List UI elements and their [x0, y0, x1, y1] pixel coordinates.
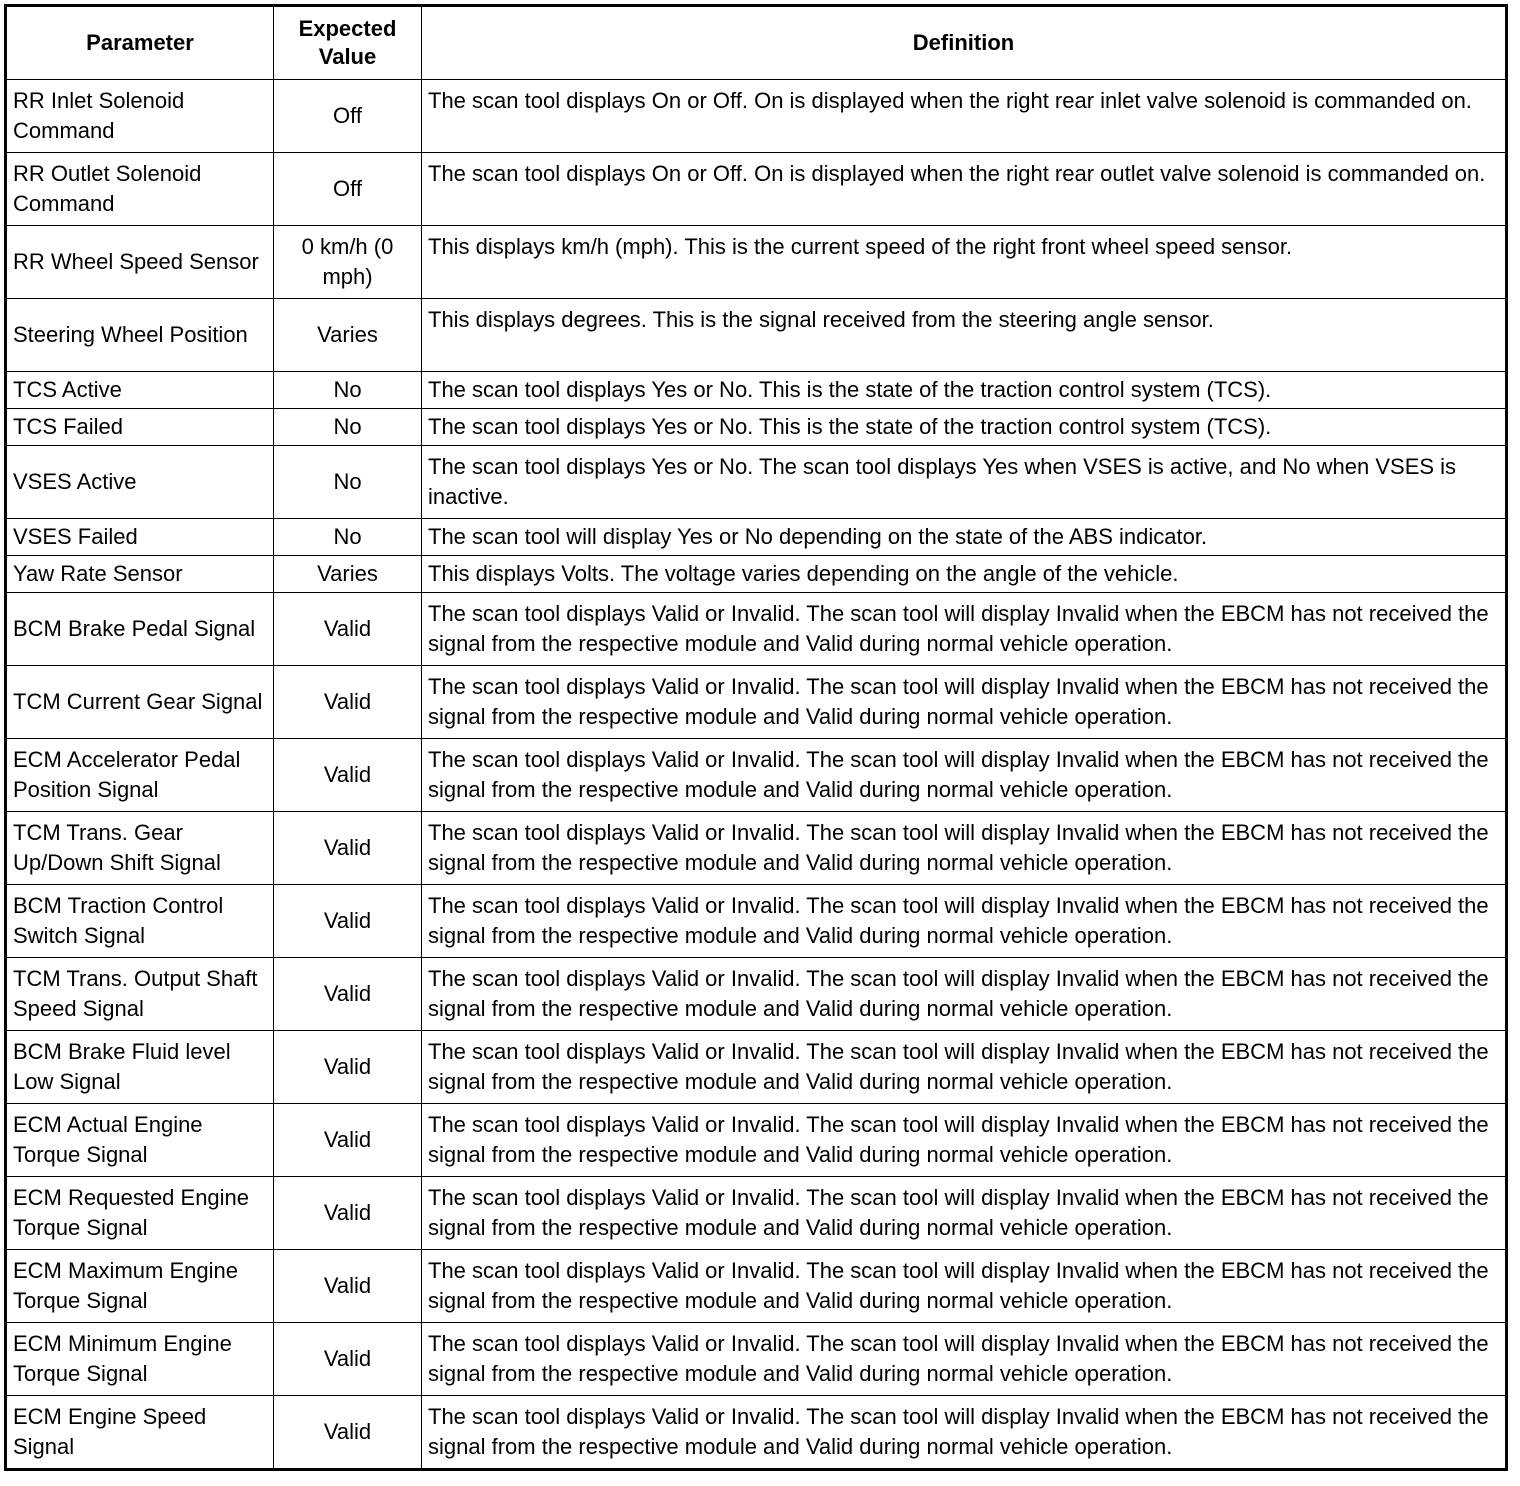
- definition-cell: The scan tool displays On or Off. On is displayed when the right rear inlet valve solenoid is commanded on.: [422, 80, 1507, 153]
- parameter-cell: ECM Actual Engine Torque Signal: [6, 1104, 274, 1177]
- parameter-cell: RR Wheel Speed Sensor: [6, 226, 274, 299]
- expected-value-cell: 0 km/h (0 mph): [274, 226, 422, 299]
- expected-value-cell: Valid: [274, 1177, 422, 1250]
- definition-cell: The scan tool displays Valid or Invalid. The scan tool will display Invalid when the EBCM has not received the signal from the respective module and Valid during normal vehicle operation.: [422, 1396, 1507, 1470]
- parameter-cell: VSES Failed: [6, 519, 274, 556]
- header-definition: Definition: [422, 6, 1507, 80]
- table-row: [6, 885, 1507, 958]
- parameter-cell: TCS Active: [6, 372, 274, 409]
- table-row: [6, 1396, 1507, 1470]
- table-row: [6, 1177, 1507, 1250]
- expected-value-cell: Off: [274, 153, 422, 226]
- header-row: [6, 6, 1507, 80]
- parameter-cell: TCM Current Gear Signal: [6, 666, 274, 739]
- table-row: [6, 1104, 1507, 1177]
- definition-cell: The scan tool displays Yes or No. This is the state of the traction control system (TCS).: [422, 372, 1507, 409]
- expected-value-cell: Off: [274, 80, 422, 153]
- expected-value-cell: Valid: [274, 666, 422, 739]
- definition-cell: This displays Volts. The voltage varies depending on the angle of the vehicle.: [422, 556, 1507, 593]
- definition-cell: This displays degrees. This is the signal received from the steering angle sensor.: [422, 299, 1507, 372]
- definition-cell: The scan tool will display Yes or No depending on the state of the ABS indicator.: [422, 519, 1507, 556]
- expected-value-cell: Valid: [274, 739, 422, 812]
- parameter-cell: Steering Wheel Position: [6, 299, 274, 372]
- definition-cell: The scan tool displays Valid or Invalid. The scan tool will display Invalid when the EBCM has not received the signal from the respective module and Valid during normal vehicle operation.: [422, 1177, 1507, 1250]
- parameter-cell: Yaw Rate Sensor: [6, 556, 274, 593]
- definition-cell: The scan tool displays Valid or Invalid. The scan tool will display Invalid when the EBCM has not received the signal from the respective module and Valid during normal vehicle operation.: [422, 885, 1507, 958]
- definition-cell: The scan tool displays Valid or Invalid. The scan tool will display Invalid when the EBCM has not received the signal from the respective module and Valid during normal vehicle operation.: [422, 1104, 1507, 1177]
- definition-cell: The scan tool displays Valid or Invalid. The scan tool will display Invalid when the EBCM has not received the signal from the respective module and Valid during normal vehicle operation.: [422, 1323, 1507, 1396]
- definition-cell: The scan tool displays Valid or Invalid. The scan tool will display Invalid when the EBCM has not received the signal from the respective module and Valid during normal vehicle operation.: [422, 1031, 1507, 1104]
- expected-value-cell: Valid: [274, 885, 422, 958]
- expected-value-cell: No: [274, 409, 422, 446]
- definition-cell: The scan tool displays Valid or Invalid. The scan tool will display Invalid when the EBCM has not received the signal from the respective module and Valid during normal vehicle operation.: [422, 593, 1507, 666]
- definition-cell: The scan tool displays Valid or Invalid. The scan tool will display Invalid when the EBCM has not received the signal from the respective module and Valid during normal vehicle operation.: [422, 812, 1507, 885]
- table-row: [6, 1031, 1507, 1104]
- header-expected-value: Expected Value: [274, 6, 422, 80]
- parameter-cell: TCM Trans. Gear Up/Down Shift Signal: [6, 812, 274, 885]
- expected-value-cell: Valid: [274, 1396, 422, 1470]
- table-row: [6, 372, 1507, 409]
- definition-cell: This displays km/h (mph). This is the current speed of the right front wheel speed sensor.: [422, 226, 1507, 299]
- parameter-cell: ECM Minimum Engine Torque Signal: [6, 1323, 274, 1396]
- table-row: [6, 739, 1507, 812]
- parameter-cell: ECM Maximum Engine Torque Signal: [6, 1250, 274, 1323]
- parameter-cell: ECM Engine Speed Signal: [6, 1396, 274, 1470]
- table-row: [6, 446, 1507, 519]
- table-row: [6, 1323, 1507, 1396]
- table-row: [6, 666, 1507, 739]
- table-row: [6, 80, 1507, 153]
- definition-cell: The scan tool displays Yes or No. The scan tool displays Yes when VSES is active, and No when VSES is inactive.: [422, 446, 1507, 519]
- parameter-cell: BCM Traction Control Switch Signal: [6, 885, 274, 958]
- definition-cell: The scan tool displays Valid or Invalid. The scan tool will display Invalid when the EBCM has not received the signal from the respective module and Valid during normal vehicle operation.: [422, 1250, 1507, 1323]
- expected-value-cell: No: [274, 446, 422, 519]
- parameter-cell: TCM Trans. Output Shaft Speed Signal: [6, 958, 274, 1031]
- expected-value-cell: Valid: [274, 812, 422, 885]
- table-row: [6, 153, 1507, 226]
- parameter-table: [4, 4, 1508, 1471]
- definition-cell: The scan tool displays Valid or Invalid. The scan tool will display Invalid when the EBCM has not received the signal from the respective module and Valid during normal vehicle operation.: [422, 739, 1507, 812]
- expected-value-cell: Valid: [274, 1104, 422, 1177]
- table-row: [6, 519, 1507, 556]
- expected-value-cell: Valid: [274, 958, 422, 1031]
- definition-cell: The scan tool displays Yes or No. This is the state of the traction control system (TCS).: [422, 409, 1507, 446]
- expected-value-cell: Varies: [274, 556, 422, 593]
- definition-cell: The scan tool displays On or Off. On is displayed when the right rear outlet valve solenoid is commanded on.: [422, 153, 1507, 226]
- parameter-cell: BCM Brake Pedal Signal: [6, 593, 274, 666]
- parameter-cell: ECM Requested Engine Torque Signal: [6, 1177, 274, 1250]
- header-parameter: Parameter: [6, 6, 274, 80]
- parameter-cell: VSES Active: [6, 446, 274, 519]
- parameter-cell: ECM Accelerator Pedal Position Signal: [6, 739, 274, 812]
- parameter-cell: TCS Failed: [6, 409, 274, 446]
- expected-value-cell: No: [274, 519, 422, 556]
- expected-value-cell: Valid: [274, 1031, 422, 1104]
- parameter-cell: RR Outlet Solenoid Command: [6, 153, 274, 226]
- expected-value-cell: Valid: [274, 1250, 422, 1323]
- definition-cell: The scan tool displays Valid or Invalid. The scan tool will display Invalid when the EBCM has not received the signal from the respective module and Valid during normal vehicle operation.: [422, 666, 1507, 739]
- table-row: [6, 226, 1507, 299]
- table-row: [6, 299, 1507, 372]
- table-row: [6, 409, 1507, 446]
- expected-value-cell: Valid: [274, 1323, 422, 1396]
- table-body: [6, 80, 1507, 1470]
- parameter-cell: BCM Brake Fluid level Low Signal: [6, 1031, 274, 1104]
- table-row: [6, 1250, 1507, 1323]
- definition-cell: The scan tool displays Valid or Invalid. The scan tool will display Invalid when the EBCM has not received the signal from the respective module and Valid during normal vehicle operation.: [422, 958, 1507, 1031]
- table-row: [6, 593, 1507, 666]
- parameter-cell: RR Inlet Solenoid Command: [6, 80, 274, 153]
- expected-value-cell: No: [274, 372, 422, 409]
- table-row: [6, 812, 1507, 885]
- table-row: [6, 556, 1507, 593]
- expected-value-cell: Varies: [274, 299, 422, 372]
- table-row: [6, 958, 1507, 1031]
- expected-value-cell: Valid: [274, 593, 422, 666]
